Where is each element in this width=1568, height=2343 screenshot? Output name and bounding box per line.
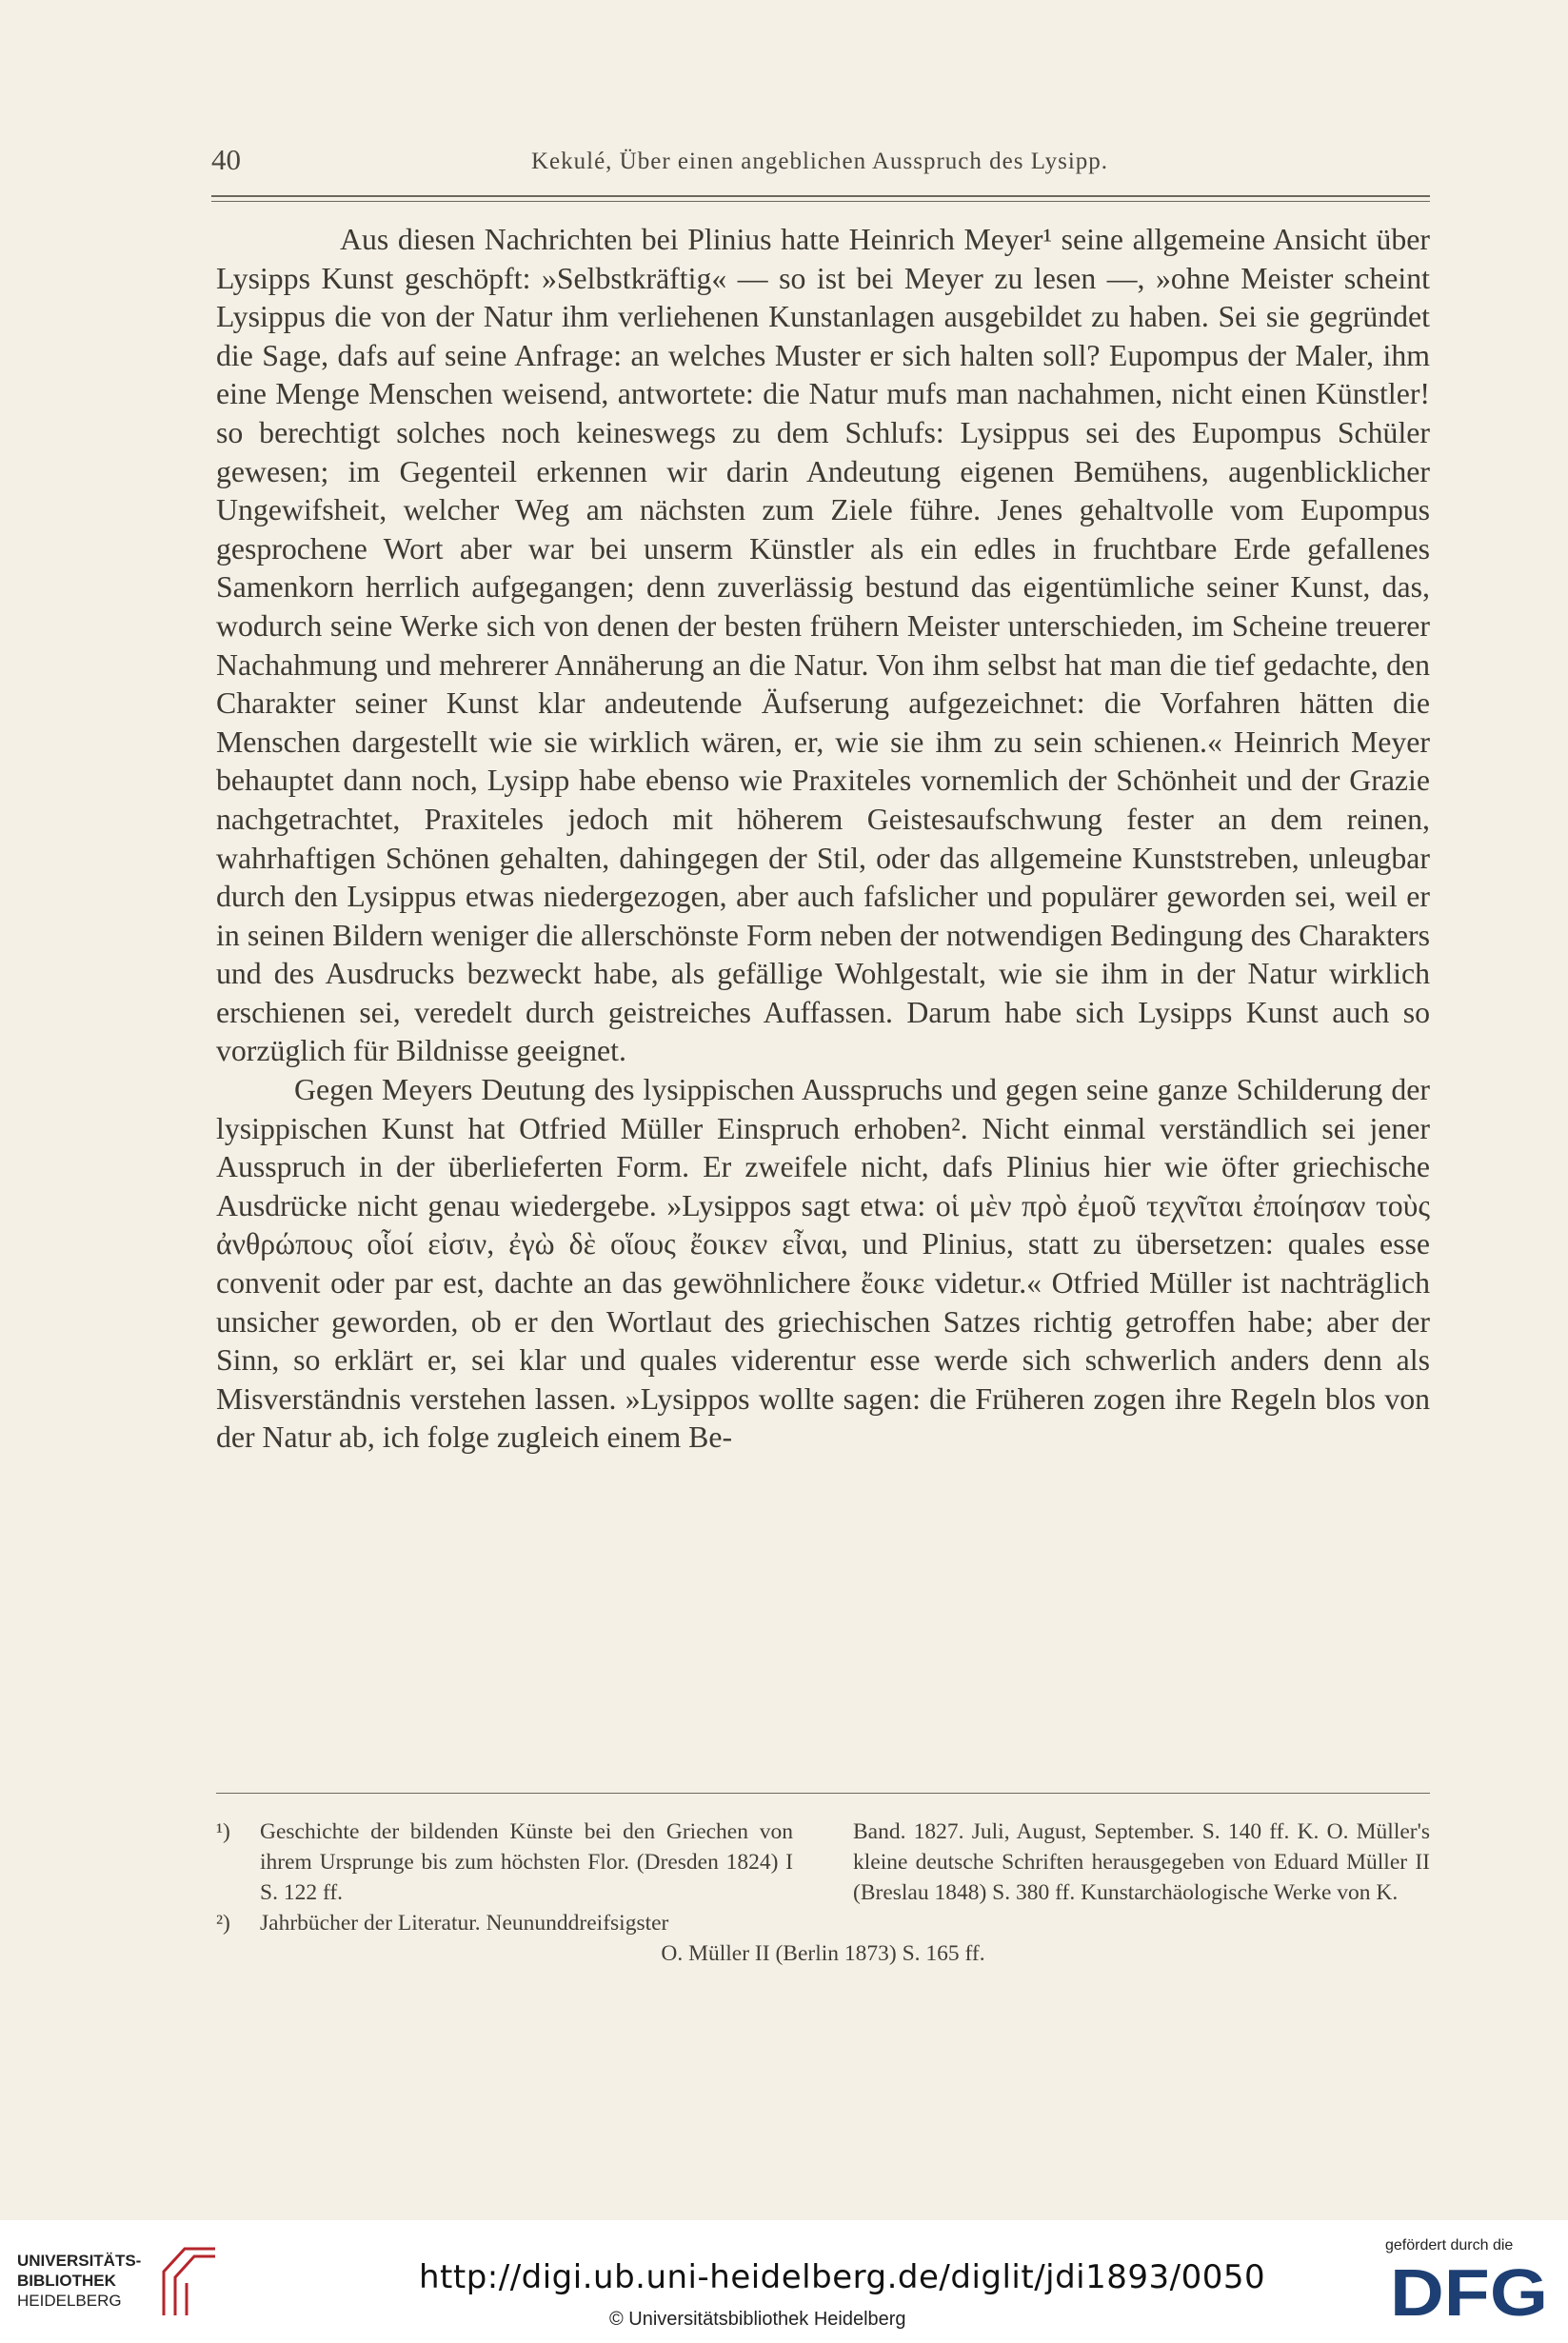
library-name-line: UNIVERSITÄTS-: [17, 2252, 142, 2270]
running-title: Kekulé, Über einen angeblichen Ausspruch des Lysipp.: [530, 149, 1109, 174]
university-library-logo-icon: [156, 2243, 223, 2319]
digitization-footer: [0, 2220, 1568, 2343]
library-name: [17, 2251, 141, 2311]
header-rule-top: [211, 195, 1430, 197]
header-rule-bottom: [211, 201, 1430, 202]
footnote-rule: [216, 1793, 1430, 1794]
funding-note: gefördert durch die: [1385, 2237, 1514, 2254]
page-number: 40: [211, 143, 241, 176]
dfg-logo-lettering: DFG: [1390, 2258, 1548, 2323]
footnote-text: Geschichte der bildenden Künste bei den Griechen von ihrem Ursprunge bis zum höchsten Flor. (Dresden 1824) I S. 122 ff.: [260, 1819, 793, 1905]
footnote-2-continuation: Band. 1827. Juli, August, September. S. 140 ff. K. O. Müller's kleine deutsche Schriften herausgegeben von Eduard Müller II (Breslau 1848) S. 380 ff. Kunstarchäologische Werke von K.: [853, 1819, 1430, 1905]
paragraph: Aus diesen Nachrichten bei Plinius hatte Heinrich Meyer¹ seine allgemeine Ansicht über Lysipps Kunst geschöpft: »Selbstkräftig« — so ist bei Meyer zu lesen —, »ohne Meister scheint Lysippus die von der Natur ihm verliehenen Kunstanlagen ausgebildet zu haben. Sei sie gegründet die Sage, dafs auf seine Anfrage: an welches Muster er sich halten soll? Eupompus der Maler, ihm eine Menge Menschen weisend, antwortete: die Natur mufs man nachahmen, nicht einen Künstler! so berechtigt solches noch keineswegs zu dem Schlufs: Lysippus sei des Eupompus Schüler gewesen; im Gegenteil erkennen wir darin Andeutung eigenen Bemühens, augenblicklicher Ungewifsheit, welcher Weg am nächsten zum Ziele führe. Jenes gehaltvolle vom Eupompus gesprochene Wort aber war bei unserm Künstler als ein edles in fruchtbare Erde gefallenes Samenkorn herrlich aufgegangen; denn zuverlässig bestund das eigentümliche seiner Kunst, das, wodurch seine Werke sich von denen der besten frühern Meister unterschieden, im Scheine treuerer Nachahmung und mehrerer Annäherung an die Natur. Von ihm selbst hat man die tief gedachte, den Charakter seiner Kunst klar andeutende Äufserung aufgezeichnet: die Vorfahren hätten die Menschen dargestellt wie sie wirklich wären, er, wie sie ihm zu sein schienen.« Heinrich Meyer behauptet dann noch, Lysipp habe ebenso wie Praxiteles vornemlich der Schönheit und der Grazie nachgetrachtet, Praxiteles jedoch mit höherem Geistesaufschwung fester an dem reinen, wahrhaftigen Schönen gehalten, dahingegen der Stil, oder das allgemeine Kunststreben, unleugbar durch den Lysippus etwas niedergezogen, aber auch fafslicher und populärer geworden sei, weil er in seinen Bildern weniger die allerschönste Form neben der notwendigen Bedingung des Charakters und des Ausdrucks bezweckt habe, als gefällige Wohlgestalt, wie sie ihm in der Natur wirklich erschienen sei, veredelt durch geistreiches Auffassen. Darum habe sich Lysipps Kunst auch so vorzüglich für Bildnisse geeignet.: [216, 223, 1430, 1068]
footnote-marker: ¹): [216, 1819, 230, 1844]
library-name-line: HEIDELBERG: [17, 2292, 122, 2310]
footnote-2: [216, 1908, 793, 1938]
footnotes: [216, 1817, 1430, 1969]
page-header: [211, 143, 1428, 181]
library-name-line: BIBLIOTHEK: [17, 2272, 116, 2290]
footnote-text: Jahrbücher der Literatur. Neununddreifsigster: [260, 1911, 669, 1936]
paragraph: Gegen Meyers Deutung des lysippischen Ausspruchs und gegen seine ganze Schilderung der lysippischen Kunst hat Otfried Müller Einspruch erhoben². Nicht einmal verständlich sei jener Ausspruch in der überlieferten Form. Er zweifele nicht, dafs Plinius hier wie öfter griechische Ausdrücke nicht genau wiedergebe. »Lysippos sagt etwa: οἱ μὲν πρὸ ἐμοῦ τεχνῖται ἐποίησαν τοὺς ἀνθρώπους οἷοί εἰσιν, ἐγὼ δὲ οἵους ἔοικεν εἶναι, und Plinius, statt zu übersetzen: quales esse convenit oder par est, dachte an das gewöhnlichere ἔοικε videtur.« Otfried Müller ist nachträglich unsicher geworden, ob er den Wortlaut des griechischen Satzes richtig getroffen habe; aber der Sinn, so erklärt er, sei klar und quales viderentur esse werde sich schwerlich anders denn als Misverständnis verstehen lassen. »Lysippos wollte sagen: die Früheren zogen ihre Regeln blos von der Natur ab, ich folge zugleich einem Be-: [216, 1073, 1430, 1455]
footnote-2-end: O. Müller II (Berlin 1873) S. 165 ff.: [661, 1941, 985, 1966]
dfg-logo-icon: [1390, 2258, 1548, 2323]
permalink-url[interactable]: http://digi.ub.uni-heidelberg.de/diglit/jdi1893/0050: [419, 2258, 1266, 2296]
copyright-notice: © Universitätsbibliothek Heidelberg: [609, 2309, 906, 2330]
footnote-1: [216, 1817, 793, 1908]
footnote-marker: ²): [216, 1911, 230, 1936]
main-text: [216, 221, 1430, 1458]
